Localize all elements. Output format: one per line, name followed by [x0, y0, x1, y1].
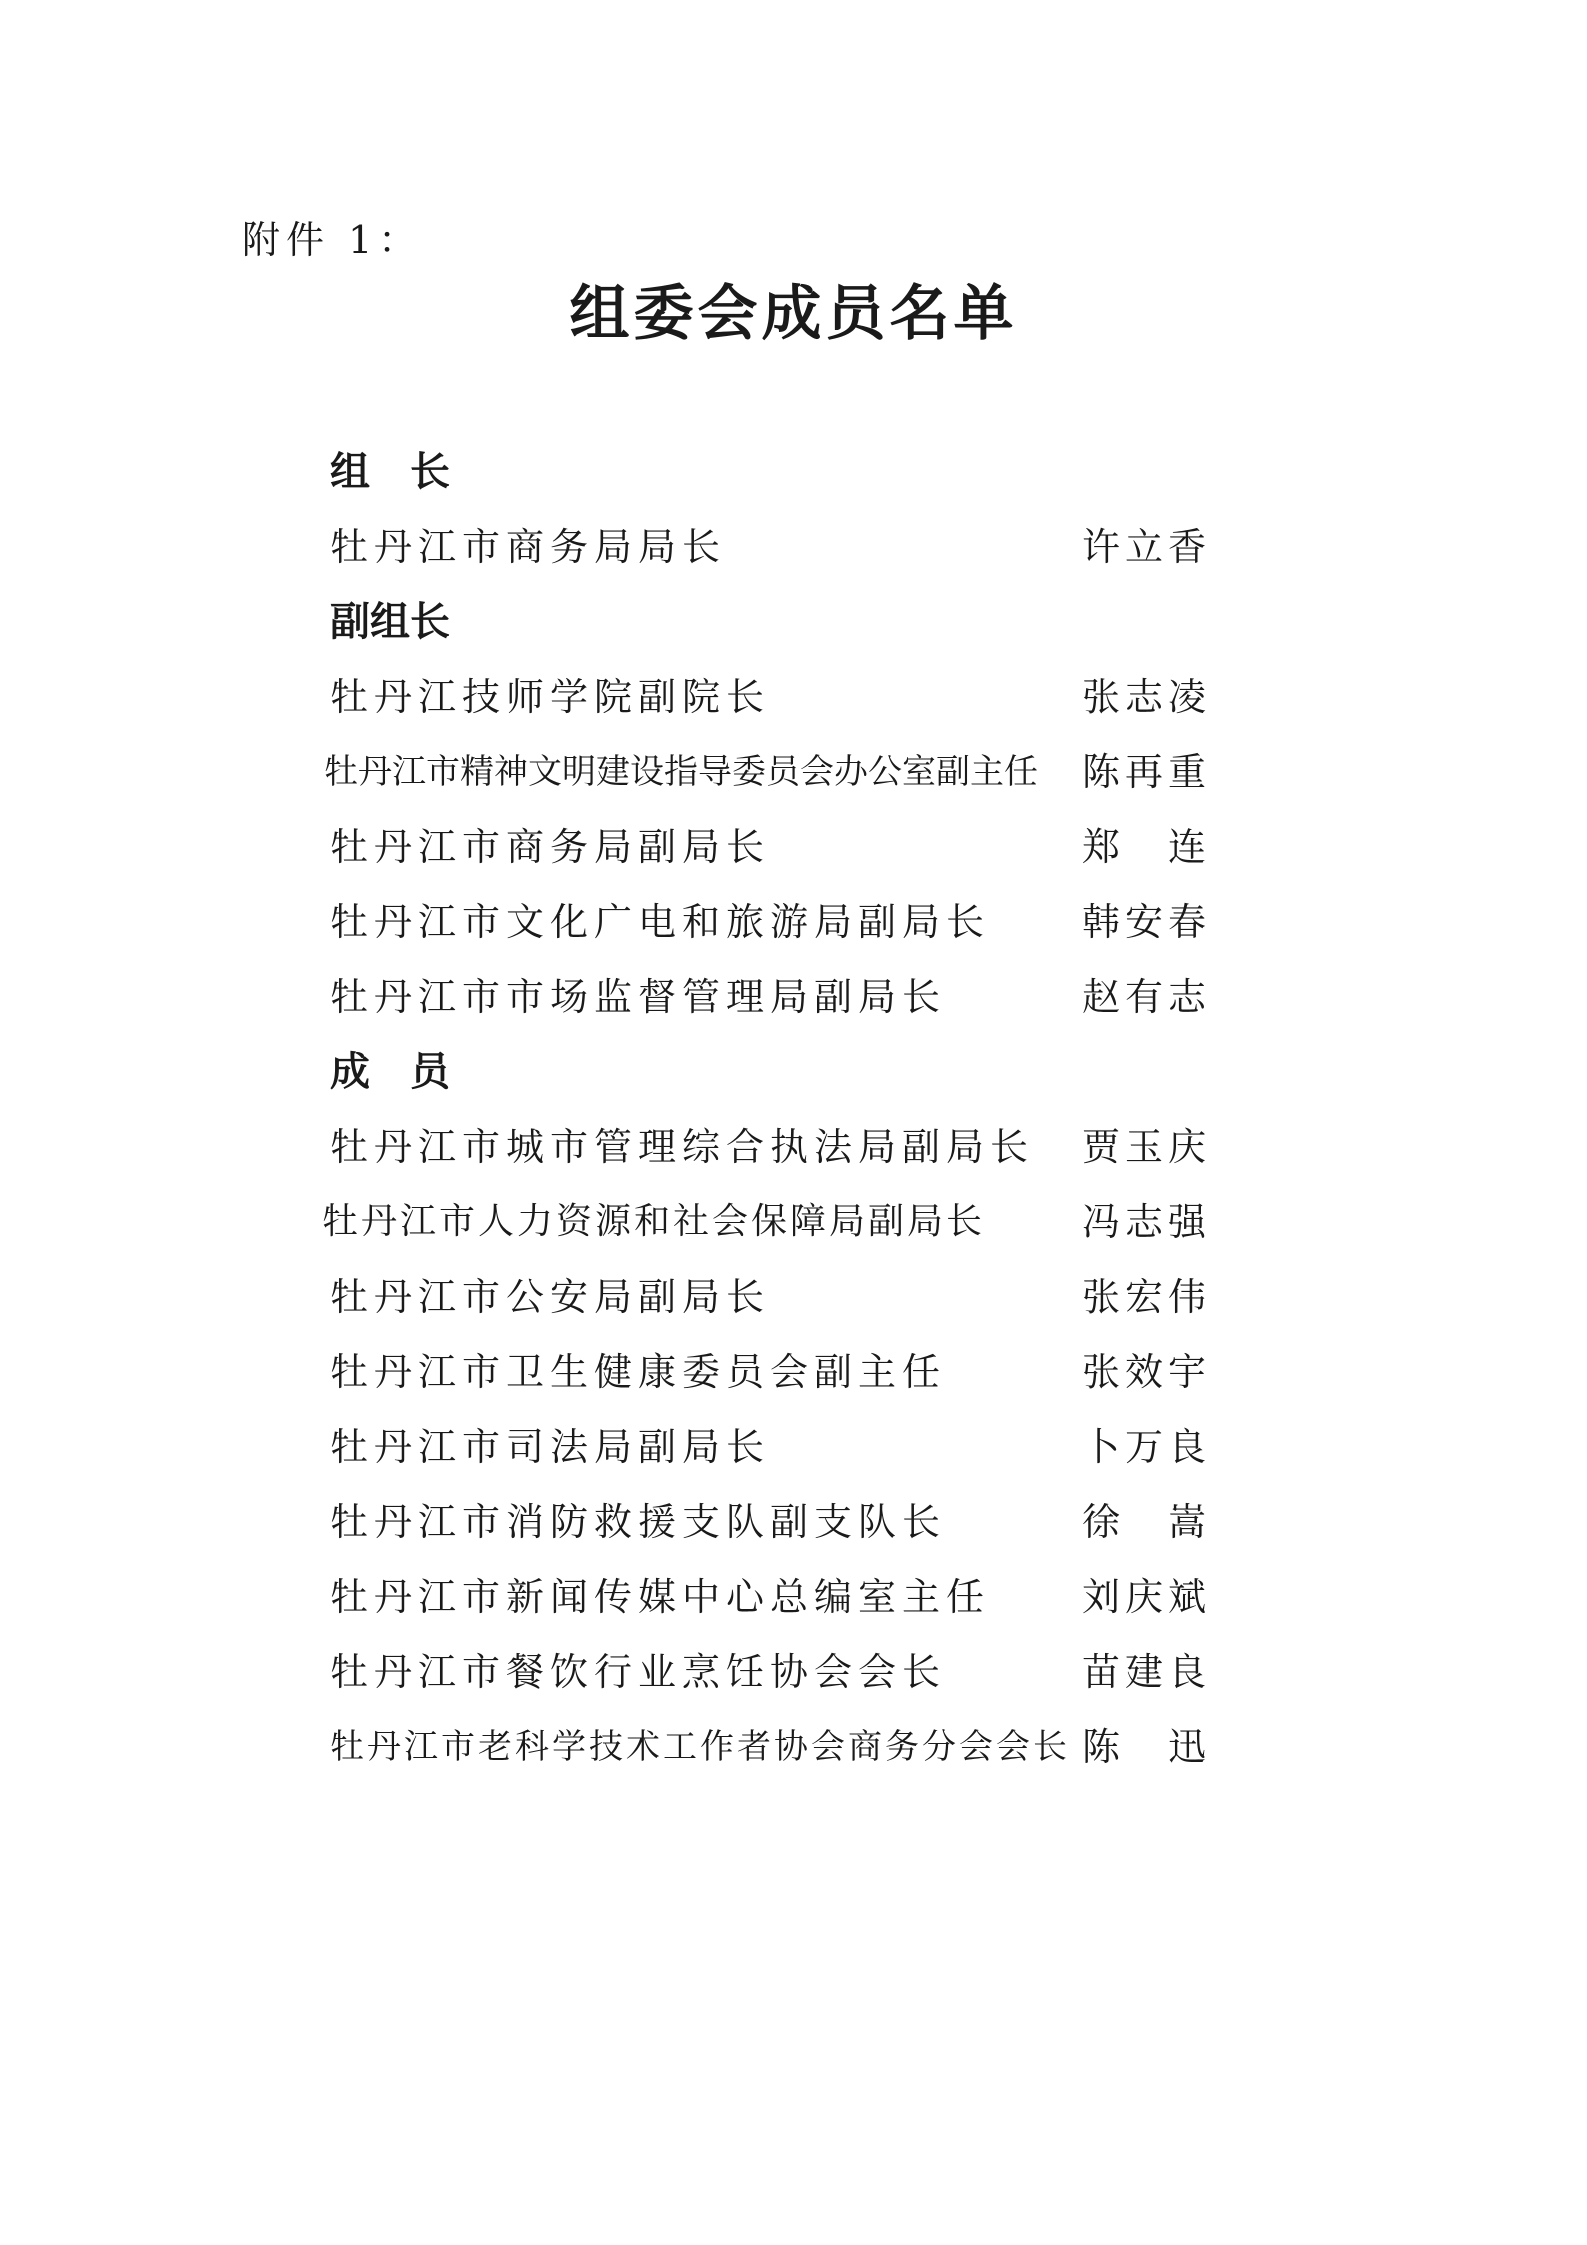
section-heading-members: 成 员	[330, 1048, 450, 1095]
member-row	[0, 1342, 1587, 1402]
member-position: 牡丹江市商务局副局长	[330, 825, 771, 869]
section-heading-deputy-leader: 副组长	[330, 598, 450, 645]
member-name: 张效宇	[1082, 1350, 1206, 1394]
section-heading-leader: 组 长	[330, 448, 450, 495]
member-name: 冯志强	[1082, 1200, 1206, 1244]
member-position: 牡丹江市新闻传媒中心总编室主任	[330, 1575, 991, 1619]
member-name: 卜万良	[1082, 1425, 1206, 1469]
section-heading-row	[0, 592, 1587, 652]
member-row	[0, 967, 1587, 1027]
member-position: 牡丹江市司法局副局长	[330, 1425, 771, 1469]
member-position: 牡丹江市消防救援支队副支队长	[330, 1500, 947, 1544]
member-row	[0, 667, 1587, 727]
member-position: 牡丹江市公安局副局长	[330, 1275, 771, 1319]
member-row	[0, 1192, 1587, 1252]
member-row	[0, 1717, 1587, 1777]
member-position: 牡丹江市卫生健康委员会副主任	[330, 1350, 947, 1394]
member-name: 刘庆斌	[1082, 1575, 1206, 1619]
member-row	[0, 1642, 1587, 1702]
member-name: 张志凌	[1082, 675, 1206, 719]
member-row	[0, 517, 1587, 577]
member-row	[0, 1117, 1587, 1177]
member-name: 徐嵩	[1082, 1500, 1206, 1544]
member-name: 赵有志	[1082, 975, 1206, 1019]
attachment-label: 附件 1：	[242, 218, 423, 262]
section-heading-row	[0, 1042, 1587, 1102]
member-position: 牡丹江市市场监督管理局副局长	[330, 975, 947, 1019]
member-row	[0, 1417, 1587, 1477]
member-position: 牡丹江市城市管理综合执法局副局长	[330, 1125, 1035, 1169]
member-position: 牡丹江市商务局局长	[330, 525, 727, 569]
member-name: 苗建良	[1082, 1650, 1206, 1694]
member-name: 陈再重	[1082, 750, 1206, 794]
member-position: 牡丹江市精神文明建设指导委员会办公室副主任	[324, 752, 1038, 792]
member-name: 郑连	[1082, 825, 1206, 869]
member-row	[0, 892, 1587, 952]
member-name: 陈迅	[1082, 1725, 1206, 1769]
member-name: 许立香	[1082, 525, 1206, 569]
member-row	[0, 1567, 1587, 1627]
member-name: 韩安春	[1082, 900, 1206, 944]
member-name: 张宏伟	[1082, 1275, 1206, 1319]
member-row	[0, 817, 1587, 877]
member-position: 牡丹江市老科学技术工作者协会商务分会会长	[330, 1727, 1070, 1767]
member-row	[0, 1267, 1587, 1327]
member-position: 牡丹江市人力资源和社会保障局副局长	[322, 1201, 986, 1242]
section-heading-row	[0, 442, 1587, 502]
member-row	[0, 1492, 1587, 1552]
member-name: 贾玉庆	[1082, 1125, 1206, 1169]
member-position: 牡丹江技师学院副院长	[330, 675, 771, 719]
member-row	[0, 742, 1587, 802]
member-position: 牡丹江市餐饮行业烹饪协会会长	[330, 1650, 947, 1694]
member-position: 牡丹江市文化广电和旅游局副局长	[330, 900, 991, 944]
document-title: 组委会成员名单	[569, 279, 1018, 349]
